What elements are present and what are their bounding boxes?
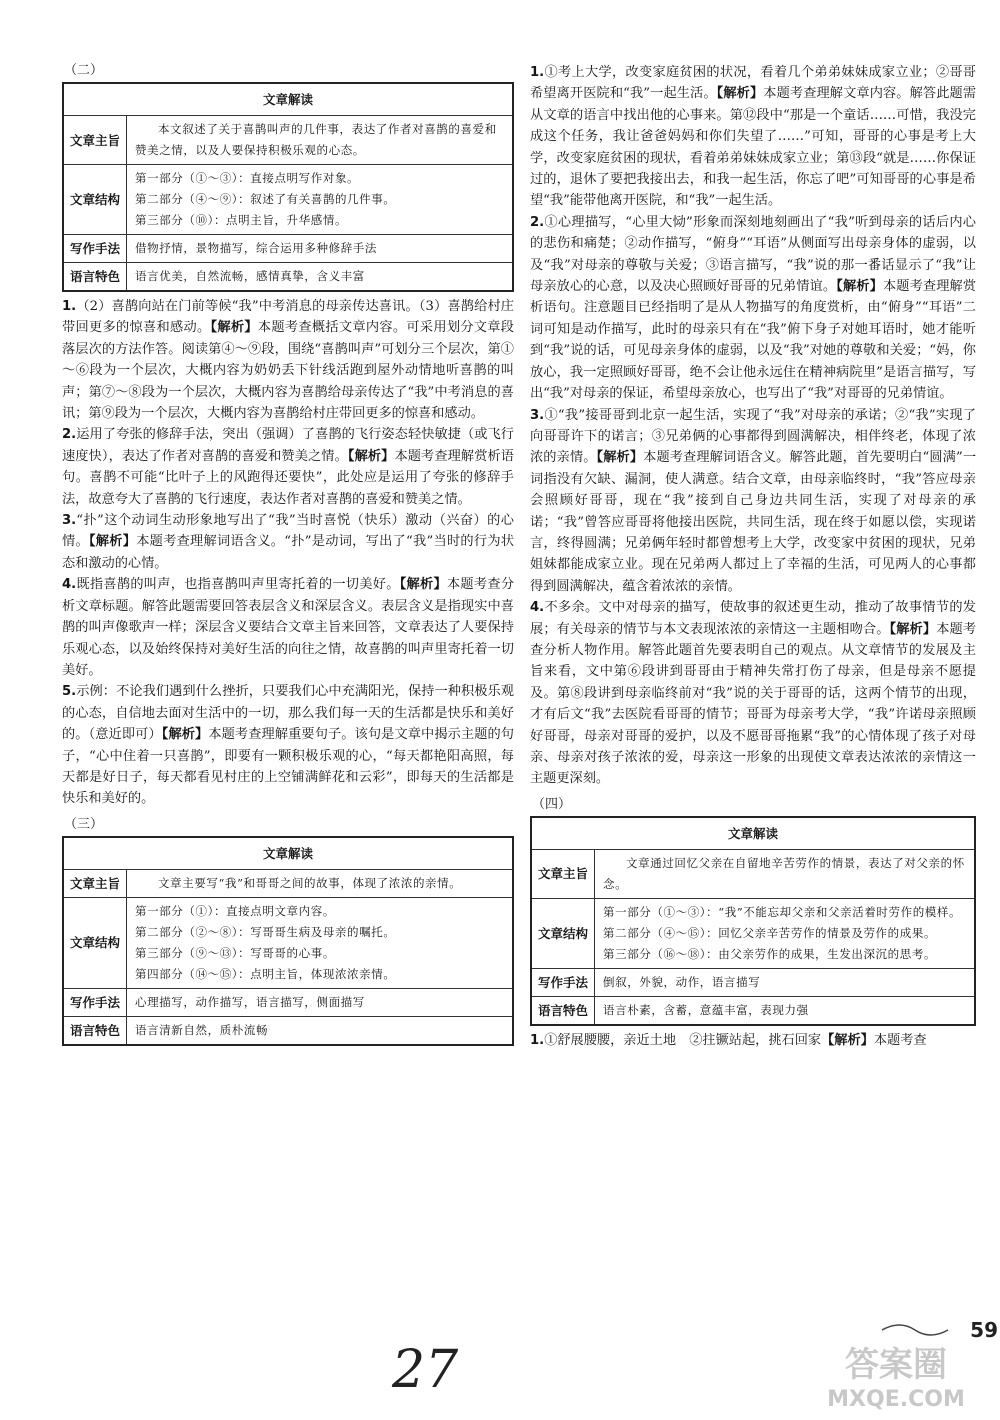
- answer-number: 1.: [62, 299, 77, 314]
- answer-number: 2.: [62, 427, 77, 443]
- answer-number: 1.: [530, 65, 545, 80]
- table-header: 文章解读: [63, 837, 513, 870]
- table-row: [63, 165, 513, 235]
- row-value: [127, 235, 514, 263]
- analysis-tag: 【解析】: [161, 727, 209, 743]
- row-line: 第四部分（⑭～⑮）：点明主旨，体现浓浓亲情。: [135, 966, 396, 981]
- answer-text: 不多余。文中对母亲的描写，使故事的叙述更生动，推动了故事情节的发展；有关母亲的情节与本文表现浓浓的亲情这一主题相吻合。: [530, 600, 976, 637]
- row-label: 写作手法: [531, 968, 595, 996]
- reading-table-2: [62, 82, 514, 292]
- right-column: [530, 62, 976, 1051]
- answer-text: ①“我”接哥哥到北京一起生活，实现了“我”对母亲的承诺；②“我”实现了向哥哥许下的诺言；③兄弟俩的心事都得到圆满解决，相伴终老，体现了浓浓的亲情。: [530, 407, 976, 466]
- answer-item: [530, 1030, 976, 1051]
- analysis-tag: 【解析】: [210, 320, 258, 336]
- table-row: [63, 897, 513, 988]
- table-row: [531, 996, 975, 1025]
- answer-item: [62, 424, 514, 510]
- analysis-tag: 【解析】: [347, 448, 395, 464]
- answer-text: “扑”这个动词生动形象地写出了“我”当时喜悦（快乐）激动（兴奋）的心情。: [62, 513, 514, 550]
- answer-text: ①考上大学，改变家庭贫困的状况，看着几个弟弟妹妹成家立业；②哥哥希望离开医院和“我”一起生活。: [530, 65, 976, 102]
- row-label: 文章主旨: [63, 116, 127, 165]
- row-line: 语言优美，自然流畅，感情真挚，含义丰富: [135, 269, 365, 283]
- answer-text: 运用了夸张的修辞手法，突出（强调）了喜鹊的飞行姿态轻快敏捷（或飞行速度快），表达了作者对喜鹊的喜爱和赞美之情。: [62, 427, 514, 464]
- answer-text: 既指喜鹊的叫声，也指喜鹊叫声里寄托着的一切美好。: [76, 577, 400, 593]
- section-4-heading: （四）: [532, 796, 572, 812]
- row-line: 第三部分（⑨～⑬）：写哥哥的心事。: [135, 945, 335, 960]
- answer-number: 5.: [62, 684, 77, 700]
- row-value: [127, 988, 514, 1016]
- row-line: 第一部分（①～③）：“我”不能忘却父亲和父亲活着时劳作的模样。: [603, 904, 962, 919]
- answer-item: [62, 681, 514, 809]
- answer-item: [530, 597, 976, 790]
- reading-table-3: [62, 836, 514, 1046]
- section-2-heading: （二）: [64, 63, 104, 78]
- row-line: 第一部分（①）：直接点明文章内容。: [135, 903, 335, 918]
- row-line: 第二部分（②～⑧）：写哥哥生病及母亲的嘱托。: [135, 924, 396, 939]
- table-row: [63, 1016, 513, 1045]
- row-label: 文章主旨: [63, 869, 127, 897]
- analysis-text: 本题考查: [873, 1032, 927, 1048]
- handwritten-number: 27: [392, 1340, 459, 1400]
- answer-item: [530, 212, 976, 405]
- analysis-text: 本题考查理解文章内容。解答此题需从文章的语言中找出他的心事来。第⑫段中“那是一个童话……可惜，我没完成这个任务，我让爸爸妈妈和你们失望了……”可知，哥哥的心事是考上大学，改变家庭贫困的现状，看着弟弟妹妹成家立业；第⑬段“就是……你保证过的，退休了要把我接出去，和我一起生活，你忘了吧”可知哥哥的心事是希望“我”能带他离开医院，和“我”一起生活。: [530, 86, 977, 209]
- row-line: 语言朴素，含蓄，意蕴丰富，表现力强: [603, 1002, 809, 1017]
- row-line: 第二部分（④～⑮）：回忆父亲辛苦劳作的情景及劳作的成果。: [603, 925, 937, 940]
- table-header-row: [63, 837, 513, 870]
- watermark-logo: [796, 1340, 996, 1412]
- row-label: 语言特色: [63, 1016, 127, 1045]
- row-value: [595, 898, 976, 968]
- analysis-text: 本题考查理解词语含义。解答此题，首先要明白“圆满”一词指没有欠缺、漏洞，使人满意。结合文章，由母亲临终时，“我”答应母亲会照顾好哥哥，现在“我”接到自己身边共同生活，实现了对母亲的承诺；“我”曾答应哥哥将他接出医院，共同生活，现在终于如愿以偿，实现诺言，终得圆满；兄弟俩年轻时都曾想考上大学，改变家中贫困的现状，兄弟姐妹都能成家立业。现在兄弟两人都过上了幸福的生活，可见两人的心事都得到圆满解决，蕴含着浓浓的亲情。: [530, 450, 977, 594]
- analysis-tag: 【解析】: [596, 450, 644, 466]
- row-line: 第二部分（④～⑨）：叙述了有关喜鹊的几件事。: [135, 192, 396, 206]
- table-header-row: [63, 83, 513, 116]
- analysis-text: 本题考查分析文章标题。解答此题需要回答表层含义和深层含义。表层含义是指现实中喜鹊的叫声像歌声一样；深层含义要结合文章主旨来回答，文章表达了人要保持乐观心态，以及始终保持对美好生活的向往之情，故喜鹊的叫声里寄托着一切美好。: [62, 577, 515, 678]
- analysis-tag: 【解析】: [88, 534, 137, 550]
- answers-2: [62, 296, 514, 810]
- row-label: 文章结构: [531, 898, 595, 968]
- row-label: 写作手法: [63, 235, 127, 263]
- row-value: [595, 996, 976, 1025]
- row-line: 第三部分（⑯～⑱）：由父亲劳作的成果，生发出深沉的思考。: [603, 946, 937, 961]
- table-row: [531, 849, 975, 898]
- row-label: 文章结构: [63, 165, 127, 235]
- answer-item: [62, 296, 514, 424]
- answer-text: 示例：不论我们遇到什么挫折，只要我们心中充满阳光，保持一种积极乐观的心态，自信地去面对生活中的一切，那么我们每一天的生活都是快乐和美好的。（意近即可）: [62, 684, 514, 743]
- answer-number: 3.: [62, 513, 77, 529]
- row-value: [595, 849, 976, 898]
- analysis-tag: 【解析】: [399, 577, 447, 593]
- table-row: [531, 968, 975, 996]
- answer-text: （2）喜鹊向站在门前等候“我”中考消息的母亲传达喜讯。（3）喜鹊给村庄带回更多的惊喜和感动。: [62, 299, 514, 336]
- row-line: 第三部分（⑩）：点明主旨，升华感情。: [135, 213, 348, 227]
- table-header: 文章解读: [531, 817, 975, 850]
- table-row: [63, 263, 513, 292]
- row-label: 写作手法: [63, 988, 127, 1016]
- table-row: [63, 869, 513, 897]
- analysis-tag: 【解析】: [836, 279, 883, 295]
- row-line: 语言清新自然，质朴流畅: [135, 1022, 269, 1037]
- answer-number: 2.: [530, 214, 545, 230]
- watermark-cn: 答案圈: [845, 1345, 947, 1385]
- row-line: 文章通过回忆父亲在自留地辛苦劳作的情景，表达了对父亲的怀念。: [603, 855, 965, 891]
- watermark-en: MXQE.COM: [827, 1387, 965, 1412]
- analysis-text: 本题考查理解赏析语句。喜鹊不可能“比叶子上的风跑得还要快”，此处应是运用了夸张的修辞手法，故意夸大了喜鹊的飞行速度，表达作者对喜鹊的喜爱和赞美之情。: [62, 448, 514, 507]
- row-label: 语言特色: [531, 996, 595, 1025]
- answer-number: 1.: [530, 1032, 545, 1048]
- analysis-text: 本题考查概括文章内容。可采用划分文章段落层次的方法作答。阅读第④～⑨段，围绕“喜鹊叫声”可划分三个层次，第①～⑥段为一个层次，大概内容为奶奶丢下针线活跑到屋外动情地听喜鹊的叫声；第⑦～⑧段为一个层次，大概内容为喜鹊给母亲传达了“我”中考消息的喜讯；第⑨段为一个层次，大概内容为喜鹊给村庄带回更多的惊喜和感动。: [62, 320, 514, 422]
- row-line: 倒叙，外貌，动作，语言描写: [603, 974, 761, 989]
- row-value: [127, 1016, 514, 1045]
- row-value: [127, 897, 514, 988]
- ornament-icon: [880, 1320, 950, 1340]
- row-value: [127, 869, 514, 897]
- row-label: 文章结构: [63, 897, 127, 988]
- analysis-text: 本题考查分析人物作用。解答此题首先要表明自己的观点。从文章情节的发展及主旨来看，文中第⑥段讲到哥哥由于精神失常打伤了母亲，但是母亲不愿提及。第⑧段讲到母亲临终前对“我”说的关于哥哥的话，这两个情节的出现，才有后文“我”去医院看哥哥的情节；哥哥为母亲考大学，“我”许诺母亲照顾好哥哥，母亲对哥哥的爱护，以及不愿哥哥拖累“我”的心情体现了孩子对母亲、母亲对孩子浓浓的爱，母亲这一形象的出现使文章表达浓浓的亲情这一主题更深刻。: [530, 621, 977, 787]
- row-value: [127, 263, 514, 292]
- analysis-tag: 【解析】: [889, 621, 937, 637]
- answer-number: 4.: [62, 577, 77, 593]
- answer-item: [62, 510, 514, 574]
- analysis-text: 本题考查理解赏析语句。注意题目已经指明了是从人物描写的角度赏析，由“俯身”“耳语”二词可知是动作描写，此时的母亲只有在“我”俯下身子对她耳语时，她才能听到“我”说的话，可见母亲身体的虚弱，以及“我”对她的尊敬和关爱；“妈，你放心，我一定照顾好哥哥，绝不会让他永远住在精神病院里”是语言描写，写出“我”对母亲的保证，希望母亲放心，也写出了“我”对哥哥的兄弟情谊。: [530, 279, 977, 402]
- table-row: [63, 116, 513, 165]
- analysis-tag: 【解析】: [716, 86, 764, 102]
- page-number: 59: [970, 1318, 998, 1342]
- row-line: 文章主要写“我”和哥哥之间的故事，体现了浓浓的亲情。: [158, 875, 462, 890]
- table-header-row: [531, 817, 975, 850]
- table-row: [63, 988, 513, 1016]
- left-column: [62, 62, 514, 1050]
- table-header: 文章解读: [63, 83, 513, 116]
- row-line: 心理描写，动作描写，语言描写，侧面描写: [135, 994, 365, 1009]
- row-line: 第一部分（①～③）：直接点明写作对象。: [135, 171, 360, 185]
- row-value: [595, 968, 976, 996]
- row-value: [127, 116, 514, 165]
- answers-3: [530, 62, 976, 790]
- table-row: [531, 898, 975, 968]
- answer-item: [530, 62, 976, 212]
- table-row: [63, 235, 513, 263]
- answer-item: [62, 574, 514, 681]
- row-label: 语言特色: [63, 263, 127, 292]
- answer-number: 4.: [530, 600, 545, 616]
- answer-text: ①心理描写，“心里大恸”形象而深刻地刻画出了“我”听到母亲的话后内心的悲伤和痛楚；②动作描写，“俯身”“耳语”从侧面写出母亲身体的虚弱，以及“我”对母亲的尊敬与关爱；③语言描写，“我”说的那一番话显示了“我”让母亲放心的心意，以及决心照顾好哥哥的兄弟情谊。: [530, 214, 976, 295]
- analysis-text: 本题考查理解重要句子。该句是文章中揭示主题的句子，“心中住着一只喜鹊”，即要有一颗积极乐观的心，“每天都艳阳高照，每天都是好日子，每天都看见村庄的上空铺满鲜花和云彩”，即每天的生活都是快乐和美好的。: [62, 727, 514, 807]
- analysis-tag: 【解析】: [821, 1032, 874, 1048]
- row-label: 文章主旨: [531, 849, 595, 898]
- answer-text: ①舒展腰腰，亲近土地 ②拄镢站起，挑石回家: [544, 1032, 822, 1048]
- answer-item: [530, 405, 976, 598]
- row-line: 借物抒情，景物描写，综合运用多种修辞手法: [135, 241, 377, 255]
- answer-4-1: [530, 1030, 976, 1051]
- reading-table-4: [530, 816, 976, 1026]
- row-value: [127, 165, 514, 235]
- analysis-text: 本题考查理解词语含义。“扑”是动词，写出了“我”当时的行为状态和激动的心情。: [62, 534, 515, 571]
- row-line: 本文叙述了关于喜鹊叫声的几件事，表达了作者对喜鹊的喜爱和赞美之情，以及人要保持积极乐观的心态。: [135, 122, 497, 157]
- section-3-heading: （三）: [64, 816, 104, 832]
- answer-number: 3.: [530, 407, 545, 423]
